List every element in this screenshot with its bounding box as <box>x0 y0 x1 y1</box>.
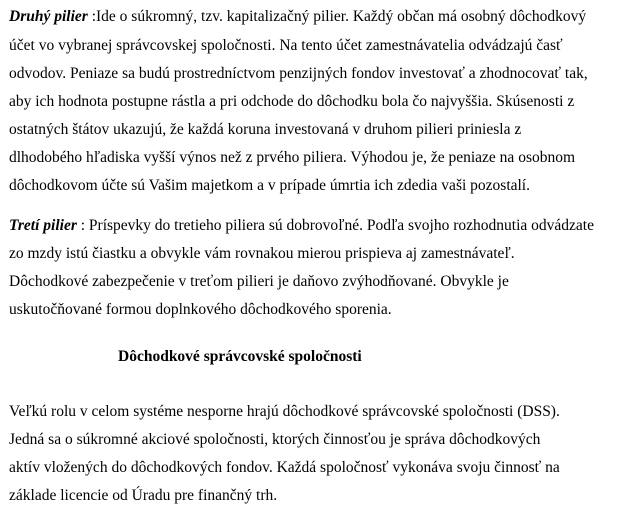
paragraph-text: :Ide o súkromný, tzv. kapitalizačný pilier. Každý občan má osobný dôchodkový <box>87 8 587 25</box>
paragraph-druhy-pilier-line-6: dlhodobého hľadiska vyšší výnos než z prvého piliera. Výhodou je, že peniaze na osobnom <box>9 149 576 166</box>
paragraph-druhy-pilier-line-2: účet vo vybranej správcovskej spoločnosti. Na tento účet zamestnávatelia odvádzajú časť <box>9 37 563 54</box>
paragraph-druhy-pilier-line-3: odvodov. Peniaze sa budú prostredníctvom penzijných fondov investovať a zhodnocovať tak, <box>9 65 588 82</box>
section-heading: Dôchodkové správcovské spoločnosti <box>118 348 362 365</box>
paragraph-dss-line-1: Veľkú rolu v celom systéme nesporne hrajú dôchodkové správcovské spoločnosti (DSS). <box>9 403 560 420</box>
term-treti-pilier: Tretí pilier <box>9 217 77 234</box>
paragraph-treti-pilier-line-2: zo mzdy istú čiastku a obvykle vám rovnakou mierou prispieva aj zamestnávateľ. <box>9 245 515 262</box>
paragraph-druhy-pilier-line-1 <box>9 8 586 26</box>
paragraph-text: : Príspevky do tretieho piliera sú dobrovoľné. Podľa svojho rozhodnutia odvádzate <box>76 217 594 234</box>
paragraph-druhy-pilier-line-4: aby ich hodnota postupne rástla a pri odchode do dôchodku bola čo najvyššia. Skúsenosti z <box>9 93 575 110</box>
paragraph-treti-pilier-line-4: uskutočňované formou doplnkového dôchodkového sporenia. <box>9 301 392 318</box>
paragraph-dss-line-3: aktív vložených do dôchodkových fondov. Každá spoločnosť vykonáva svoju činnosť na <box>9 459 560 476</box>
term-druhy-pilier: Druhý pilier <box>9 8 88 25</box>
paragraph-druhy-pilier-line-7: dôchodkovom účte sú Vašim majetkom a v prípade úmrtia ich zdedia vaši pozostalí. <box>9 177 530 194</box>
paragraph-druhy-pilier-line-5: ostatných štátov ukazujú, že každá koruna investovaná v druhom pilieri priniesla z <box>9 121 522 138</box>
paragraph-dss-line-2: Jedná sa o súkromné akciové spoločnosti, ktorých činnosťou je správa dôchodkových <box>9 431 541 448</box>
paragraph-treti-pilier-line-3: Dôchodkové zabezpečenie v treťom pilieri je daňovo zvýhodňované. Obvykle je <box>9 273 509 290</box>
paragraph-treti-pilier-line-1 <box>9 217 594 235</box>
paragraph-dss-line-4: základe licencie od Úradu pre finančný trh. <box>9 487 278 504</box>
